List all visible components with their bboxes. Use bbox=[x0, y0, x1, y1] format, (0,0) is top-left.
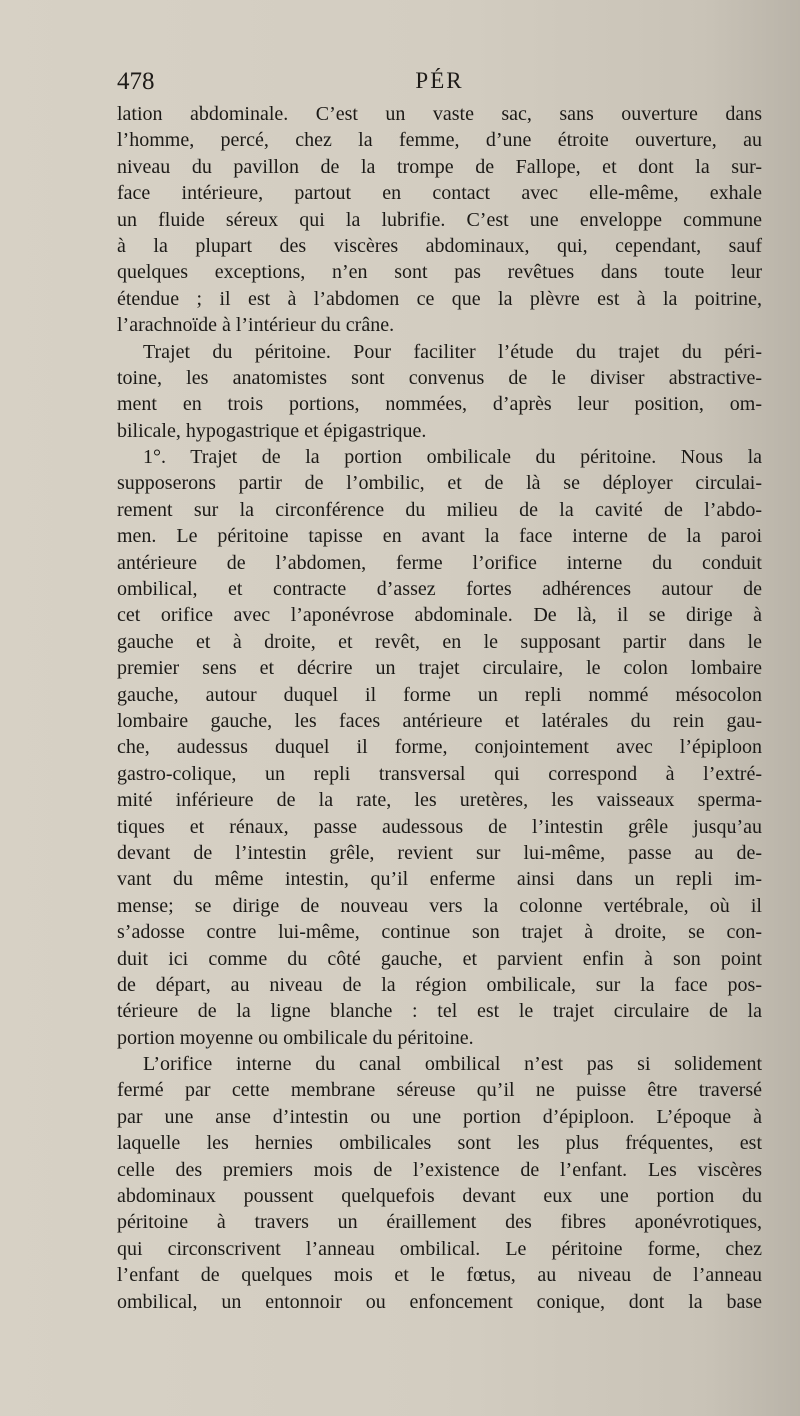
text-line: s’adosse contre lui-même, continue son trajet à droite, se con- bbox=[117, 921, 762, 944]
text-line: Trajet du péritoine. Pour faciliter l’étude du trajet du péri- bbox=[143, 340, 762, 363]
text-line: 1°. Trajet de la portion ombilicale du péritoine. Nous la bbox=[143, 446, 762, 469]
text-line: vant du même intestin, qu’il enferme ainsi dans un repli im- bbox=[117, 868, 762, 891]
text-line: devant de l’intestin grêle, revient sur lui-même, passe au de- bbox=[117, 841, 762, 864]
text-line: face intérieure, partout en contact avec elle-même, exhale bbox=[117, 182, 762, 205]
text-line: gastro-colique, un repli transversal qui correspond à l’extré- bbox=[117, 762, 762, 785]
text-line: che, audessus duquel il forme, conjointement avec l’épiploon bbox=[117, 736, 762, 759]
text-line: péritoine à travers un éraillement des fibres aponévrotiques, bbox=[117, 1211, 762, 1234]
text-line: premier sens et décrire un trajet circulaire, le colon lombaire bbox=[117, 657, 762, 680]
text-line: lation abdominale. C’est un vaste sac, sans ouverture dans bbox=[117, 103, 762, 125]
text-line: supposerons partir de l’ombilic, et de là se déployer circulai- bbox=[117, 472, 762, 495]
text-line: mité inférieure de la rate, les uretères, les vaisseaux sperma- bbox=[117, 789, 762, 812]
text-line: portion moyenne ou ombilicale du péritoine. bbox=[117, 1026, 474, 1049]
text-line: quelques exceptions, n’en sont pas revêtues dans toute leur bbox=[117, 261, 762, 284]
text-line: laquelle les hernies ombilicales sont les plus fréquentes, est bbox=[117, 1132, 762, 1155]
page-header bbox=[117, 68, 762, 102]
text-line: cet orifice avec l’aponévrose abdominale. De là, il se dirige à bbox=[117, 604, 762, 627]
text-line: abdominaux poussent quelquefois devant eux une portion du bbox=[117, 1185, 762, 1208]
text-line: l’enfant de quelques mois et le fœtus, au niveau de l’anneau bbox=[117, 1264, 762, 1287]
text-line: un fluide séreux qui la lubrifie. C’est une enveloppe commune bbox=[117, 208, 762, 231]
page-number: 478 bbox=[117, 68, 155, 95]
text-line: à la plupart des viscères abdominaux, qui, cependant, sauf bbox=[117, 234, 762, 257]
text-line: men. Le péritoine tapisse en avant la face interne de la paroi bbox=[117, 525, 762, 548]
text-line: de départ, au niveau de la région ombilicale, sur la face pos- bbox=[117, 973, 762, 996]
text-line: fermé par cette membrane séreuse qu’il ne puisse être traversé bbox=[117, 1079, 762, 1102]
text-line: niveau du pavillon de la trompe de Fallope, et dont la sur- bbox=[117, 155, 762, 178]
text-line: antérieure de l’abdomen, ferme l’orifice interne du conduit bbox=[117, 551, 762, 574]
text-line: rement sur la circonférence du milieu de la cavité de l’abdo- bbox=[117, 498, 762, 521]
text-line: l’homme, percé, chez la femme, d’une étroite ouverture, au bbox=[117, 129, 762, 152]
text-line: bilicale, hypogastrique et épigastrique. bbox=[117, 419, 427, 442]
text-line: ombilical, un entonnoir ou enfoncement conique, dont la base bbox=[117, 1290, 762, 1313]
text-line: l’arachnoïde à l’intérieur du crâne. bbox=[117, 314, 395, 337]
text-line: ment en trois portions, nommées, d’après leur position, om- bbox=[117, 393, 762, 416]
text-line: celle des premiers mois de l’existence de l’enfant. Les viscères bbox=[117, 1158, 762, 1181]
text-line: térieure de la ligne blanche : tel est le trajet circulaire de la bbox=[117, 1000, 762, 1023]
running-head: PÉR bbox=[415, 68, 464, 93]
text-line: gauche et à droite, et revêt, en le supposant partir dans le bbox=[117, 630, 762, 653]
text-line: ombilical, et contracte d’assez fortes adhérences autour de bbox=[117, 578, 762, 601]
text-line: étendue ; il est à l’abdomen ce que la plèvre est à la poitrine, bbox=[117, 287, 762, 310]
text-line: qui circonscrivent l’anneau ombilical. Le péritoine forme, chez bbox=[117, 1237, 762, 1260]
text-line: L’orifice interne du canal ombilical n’est pas si solidement bbox=[143, 1053, 762, 1076]
text-line: toine, les anatomistes sont convenus de le diviser abstractive- bbox=[117, 366, 762, 389]
text-line: lombaire gauche, les faces antérieure et latérales du rein gau- bbox=[117, 709, 762, 732]
text-line: tiques et rénaux, passe audessous de l’intestin grêle jusqu’au bbox=[117, 815, 762, 838]
text-line: duit ici comme du côté gauche, et parvient enfin à son point bbox=[117, 947, 762, 970]
body-text bbox=[117, 101, 762, 1315]
text-line: mense; se dirige de nouveau vers la colonne vertébrale, où il bbox=[117, 894, 762, 917]
text-line: par une anse d’intestin ou une portion d’épiploon. L’époque à bbox=[117, 1105, 762, 1128]
text-line: gauche, autour duquel il forme un repli nommé mésocolon bbox=[117, 683, 762, 706]
